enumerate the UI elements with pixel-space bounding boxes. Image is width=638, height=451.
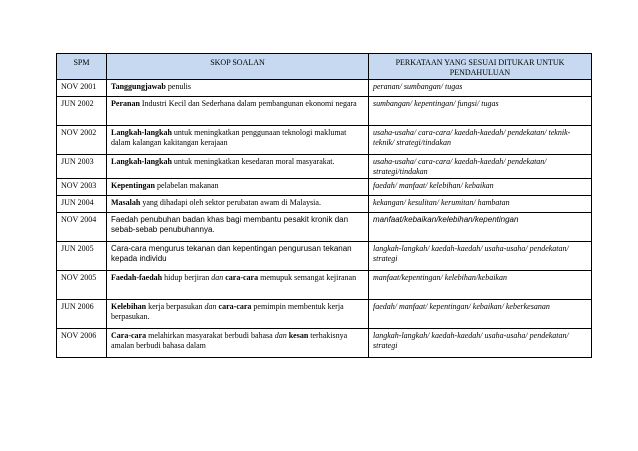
cell-spm: JUN 2002 — [57, 97, 107, 126]
skop-text: hidup berjiran — [162, 273, 212, 282]
skop-text: yang dihadapi oleh sektor perubatan awam di Malaysia. — [140, 198, 321, 207]
cell-skop: Cara-cara mengurus tekanan dan kepentingan pengurusan tekanan kepada individu — [107, 242, 369, 271]
skop-conjunction: dan — [211, 273, 224, 282]
cell-skop: Faedah penubuhan badan khas bagi membantu pesakit kronik dan sebab-sebab penubuhannya. — [107, 213, 369, 242]
cell-spm: NOV 2001 — [57, 80, 107, 97]
cell-skop — [107, 271, 369, 300]
skop-keyword: Kepentingan — [111, 181, 156, 190]
skop-text: penulis — [165, 82, 191, 91]
table-row — [57, 329, 592, 358]
cell-perkataan: faedah/ manfaat/ kepentingan/ kebaikan/ keberkesanan — [369, 300, 592, 329]
cell-spm: JUN 2005 — [57, 242, 107, 271]
table-row — [57, 271, 592, 300]
cell-spm: JUN 2003 — [57, 155, 107, 179]
skop-keyword-2: cara-cara — [216, 302, 252, 311]
header-spm: SPM — [57, 54, 107, 80]
cell-spm: JUN 2004 — [57, 196, 107, 213]
table-row — [57, 97, 592, 126]
cell-spm: NOV 2003 — [57, 179, 107, 196]
skop-text-2: terhakisnya amalan berbudi bahasa dalam — [111, 331, 348, 350]
cell-skop — [107, 155, 369, 179]
cell-perkataan: manfaat/kebaikan/kelebihan/kepentingan — [369, 213, 592, 242]
skop-text-2: pemimpin membentuk kerja berpasukan. — [111, 302, 344, 321]
cell-perkataan: faedah/ manfaat/ kelebihan/ kebaikan — [369, 179, 592, 196]
skop-keyword: Tanggungjawab — [111, 82, 166, 91]
table-row — [57, 213, 592, 242]
skop-text: untuk meningkatkan penggunaan teknologi maklumat dalam kalangan kakitangan kerajaan — [111, 128, 347, 147]
skop-keyword: Faedah-faedah — [111, 273, 163, 282]
skop-keyword: Cara-cara — [111, 331, 147, 340]
cell-perkataan: langkah-langkah/ kaedah-kaedah/ usaha-usaha/ pendekatan/ strategi — [369, 329, 592, 358]
cell-skop — [107, 179, 369, 196]
cell-skop — [107, 80, 369, 97]
cell-spm: NOV 2006 — [57, 329, 107, 358]
skop-keyword: Langkah-langkah — [111, 128, 172, 137]
skop-text: pelabelan makanan — [155, 181, 219, 190]
table-row — [57, 179, 592, 196]
skop-conjunction: dan — [204, 302, 217, 311]
cell-perkataan: sumbangan/ kepentingan/ fungsi/ tugas — [369, 97, 592, 126]
cell-spm: NOV 2005 — [57, 271, 107, 300]
cell-skop — [107, 126, 369, 155]
cell-skop — [107, 97, 369, 126]
skop-keyword: Peranan — [111, 99, 140, 108]
header-skop-soalan: SKOP SOALAN — [107, 54, 369, 80]
cell-spm: JUN 2006 — [57, 300, 107, 329]
skop-text: untuk meningkatkan kesedaran moral masyarakat. — [171, 157, 335, 166]
skop-soalan-table — [56, 53, 592, 358]
skop-text: kerja berpasukan — [146, 302, 205, 311]
skop-text: melahirkan masyarakat berbudi bahasa — [146, 331, 275, 340]
skop-keyword-2: kesan — [286, 331, 309, 340]
cell-spm: NOV 2004 — [57, 213, 107, 242]
cell-skop — [107, 329, 369, 358]
skop-keyword: Langkah-langkah — [111, 157, 172, 166]
skop-keyword: Kelebihan — [111, 302, 147, 311]
table-row — [57, 155, 592, 179]
table-row — [57, 196, 592, 213]
table-row — [57, 242, 592, 271]
cell-perkataan: peranan/ sumbangan/ tugas — [369, 80, 592, 97]
table-row — [57, 80, 592, 97]
cell-perkataan: kekangan/ kesulitan/ kerumitan/ hambatan — [369, 196, 592, 213]
skop-text-2: memupuk semangat kejiranan — [258, 273, 357, 282]
cell-perkataan: manfaat/kepentingan/ kelebihan/kebaikan — [369, 271, 592, 300]
cell-perkataan: usaha-usaha/ cara-cara/ kaedah-kaedah/ pendekatan/ teknik-teknik/ strategi/tindakan — [369, 126, 592, 155]
cell-skop — [107, 300, 369, 329]
cell-perkataan: usaha-usaha/ cara-cara/ kaedah-kaedah/ pendekatan/ strategi/tindakan — [369, 155, 592, 179]
skop-conjunction: dan — [274, 331, 287, 340]
table-header-row — [57, 54, 592, 80]
cell-spm: NOV 2002 — [57, 126, 107, 155]
cell-skop — [107, 196, 369, 213]
skop-keyword: Masalah — [111, 198, 141, 207]
skop-keyword-2: cara-cara — [223, 273, 259, 282]
header-perkataan: PERKATAAN YANG SESUAI DITUKAR UNTUK PENDAHULUAN — [369, 54, 592, 80]
cell-perkataan: langkah-langkah/ kaedah-kaedah/ usaha-usaha/ pendekatan/ strategi — [369, 242, 592, 271]
table-row — [57, 300, 592, 329]
skop-text: Industri Kecil dan Sederhana dalam pembangunan ekonomi negara — [139, 99, 357, 108]
table-row — [57, 126, 592, 155]
